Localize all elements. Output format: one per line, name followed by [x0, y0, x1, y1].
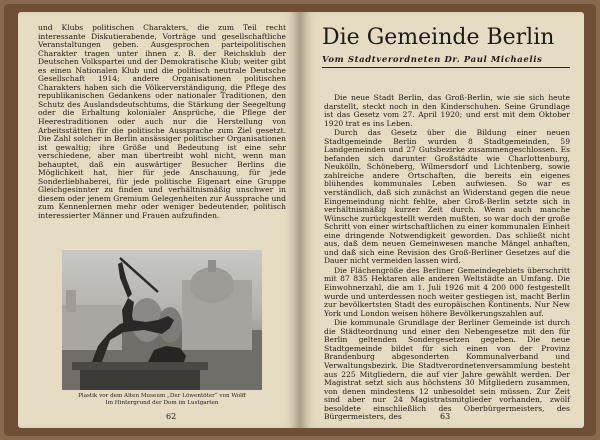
title-rule [322, 67, 570, 68]
photo-caption [48, 393, 276, 406]
chapter-title: Die Gemeinde Berlin [322, 25, 555, 50]
book-spread [4, 4, 596, 436]
right-paragraph-4: Die kommunale Grundlage der Berliner Gemeinde ist durch die Städteordnung und einer den Nebengesetze mit den für Berlin geltenden Sondergesetzen gegeben. Die neue Stadtgemeinde bildet für sich einen von der Provinz Brandenburg abgesonderten Kommunalverband und Verwaltungsbezirk. Die Stadtverordnetenversammlung besteht aus 225 Mitgliedern, die auf vier Jahre gewählt werden. Der Magistrat setzt sich aus höchstens 30 Mitgliedern zusammen, von denen mindestens 12 unbesoldet sein müssen. Zur Zeit sind aber nur 24 Magistratsmitglieder vorhanden, zwölf besoldete einschließlich des Oberbürgermeisters, des Bürgermeisters, des [324, 318, 570, 422]
caption-line-1: Plastik vor dem Alten Museum „Der Löwentöter“ von Wolff [78, 393, 246, 399]
right-paragraph-1: Die neue Stadt Berlin, das Groß-Berlin, wie sie sich heute darstellt, steckt noch in den Kinderschuhen. Seine Grundlage ist das Gesetz vom 27. April 1920; und erst mit dem Oktober 1920 trat es ins Leben. [324, 93, 570, 128]
lion-slayer-sculpture-image [62, 250, 262, 390]
caption-line-2: Im Hintergrund der Dom im Lustgarten [105, 399, 219, 406]
right-paragraph-2: Durch das Gesetz über die Bildung einer neuen Stadtgemeinde Berlin wurden 8 Stadtgemeinden, 59 Landgemeinden und 27 Gutsbezirke zusammengeschlossen. Es befanden sich darunter Großstädte wie Charlottenburg, Neukölln, Schöneberg, Wilmersdorf und Lichtenberg, sowie zahlreiche andere Ortschaften, die bereits ein eigenes blühendes kommunales Leben aufwiesen. So war es verständlich, daß sich zunächst an Widerstand gegen die neue Eingemeindung nicht fehlte, aber Groß-Berlin setzte sich in verhältnismäßig kurzer Zeit durch. Wenn auch manche Wünsche zurückgestellt werden mußten, so war doch der große Schritt von einer wirtschaftlichen zu einer kommunalen Einheit eine dringende Notwendigkeit geworden. Das schließt nicht aus, daß dem neuen Gemeinwesen manche Mängel anhaften, und daß sich eine Revision des Groß-Berliner Gesetzes auf die Dauer nicht vermeiden lassen wird. [324, 128, 570, 266]
right-page [300, 12, 584, 428]
author-byline: Vom Stadtverordneten Dr. Paul Michaelis [322, 55, 543, 65]
right-paragraph-3: Die Flächengröße des Berliner Gemeindegebiets überschritt mit 87 835 Hektaren alle anderen Weltstädte an Umfang. Die Einwohnerzahl, die am 1. Juli 1926 mit 4 200 000 festgestellt wurde und unterdessen noch weiter gestiegen ist, macht Berlin zur bevölkertsten Stadt des europäischen Kontinents. Nur New York und London weisen höhere Bevölkerungszahlen auf. [324, 265, 570, 318]
left-page [18, 12, 300, 428]
page-number-right: 63 [440, 412, 451, 421]
left-body-text [38, 24, 286, 221]
sculpture-photo [62, 250, 262, 390]
page-number-left: 62 [166, 412, 177, 421]
left-paragraph: und Klubs politischen Charakters, die zum Teil recht interessante Diskutierabende, Vorträge und gesellschaftliche Veranstaltungen geben. Ausgesprochen parteipolitischen Charakter tragen unter ihnen z. B. der Reichsklub der Deutschen Volkspartei und der Demokratische Klub; weiter gibt es einen Nationalen Klub und die politisch neutrale Deutsche Gesellschaft 1914; andere Organisationen politischen Charakters haben sich die Völkerverständigung, die Pflege des republikanischen Gedankens oder nationaler Traditionen, den Schutz des Auslandsdeutschtums, die Stärkung der Seegeltung oder die Erhaltung kolonialer Ansprüche, die Pflege der Heerestraditionen oder auch nur die Herstellung von Arbeitsstätten für die politische Aussprache zum Ziel gesetzt. Die Zahl solcher in Berlin ansässiger politischer Organisationen ist gewaltig; ihre Größe und Bedeutung ist eine sehr verschiedene, aber man übertreibt wohl nicht, wenn man behauptet, daß ein auswärtiger Besucher Berlins die Möglichkeit hat, hier für jede Anschauung, für jede Sonderliebhaberei, für jede politische Eigenart eine Gruppe Gleichgesinnter zu finden und verhältnismäßig unschwer in diesem oder jenem Gremium Gelegenheiten zur Aussprache und zum Kennenlernen mehr oder weniger bedeutender, politisch interessierter Männer und Frauen aufzufinden. [38, 23, 286, 221]
right-body-text [324, 94, 570, 422]
